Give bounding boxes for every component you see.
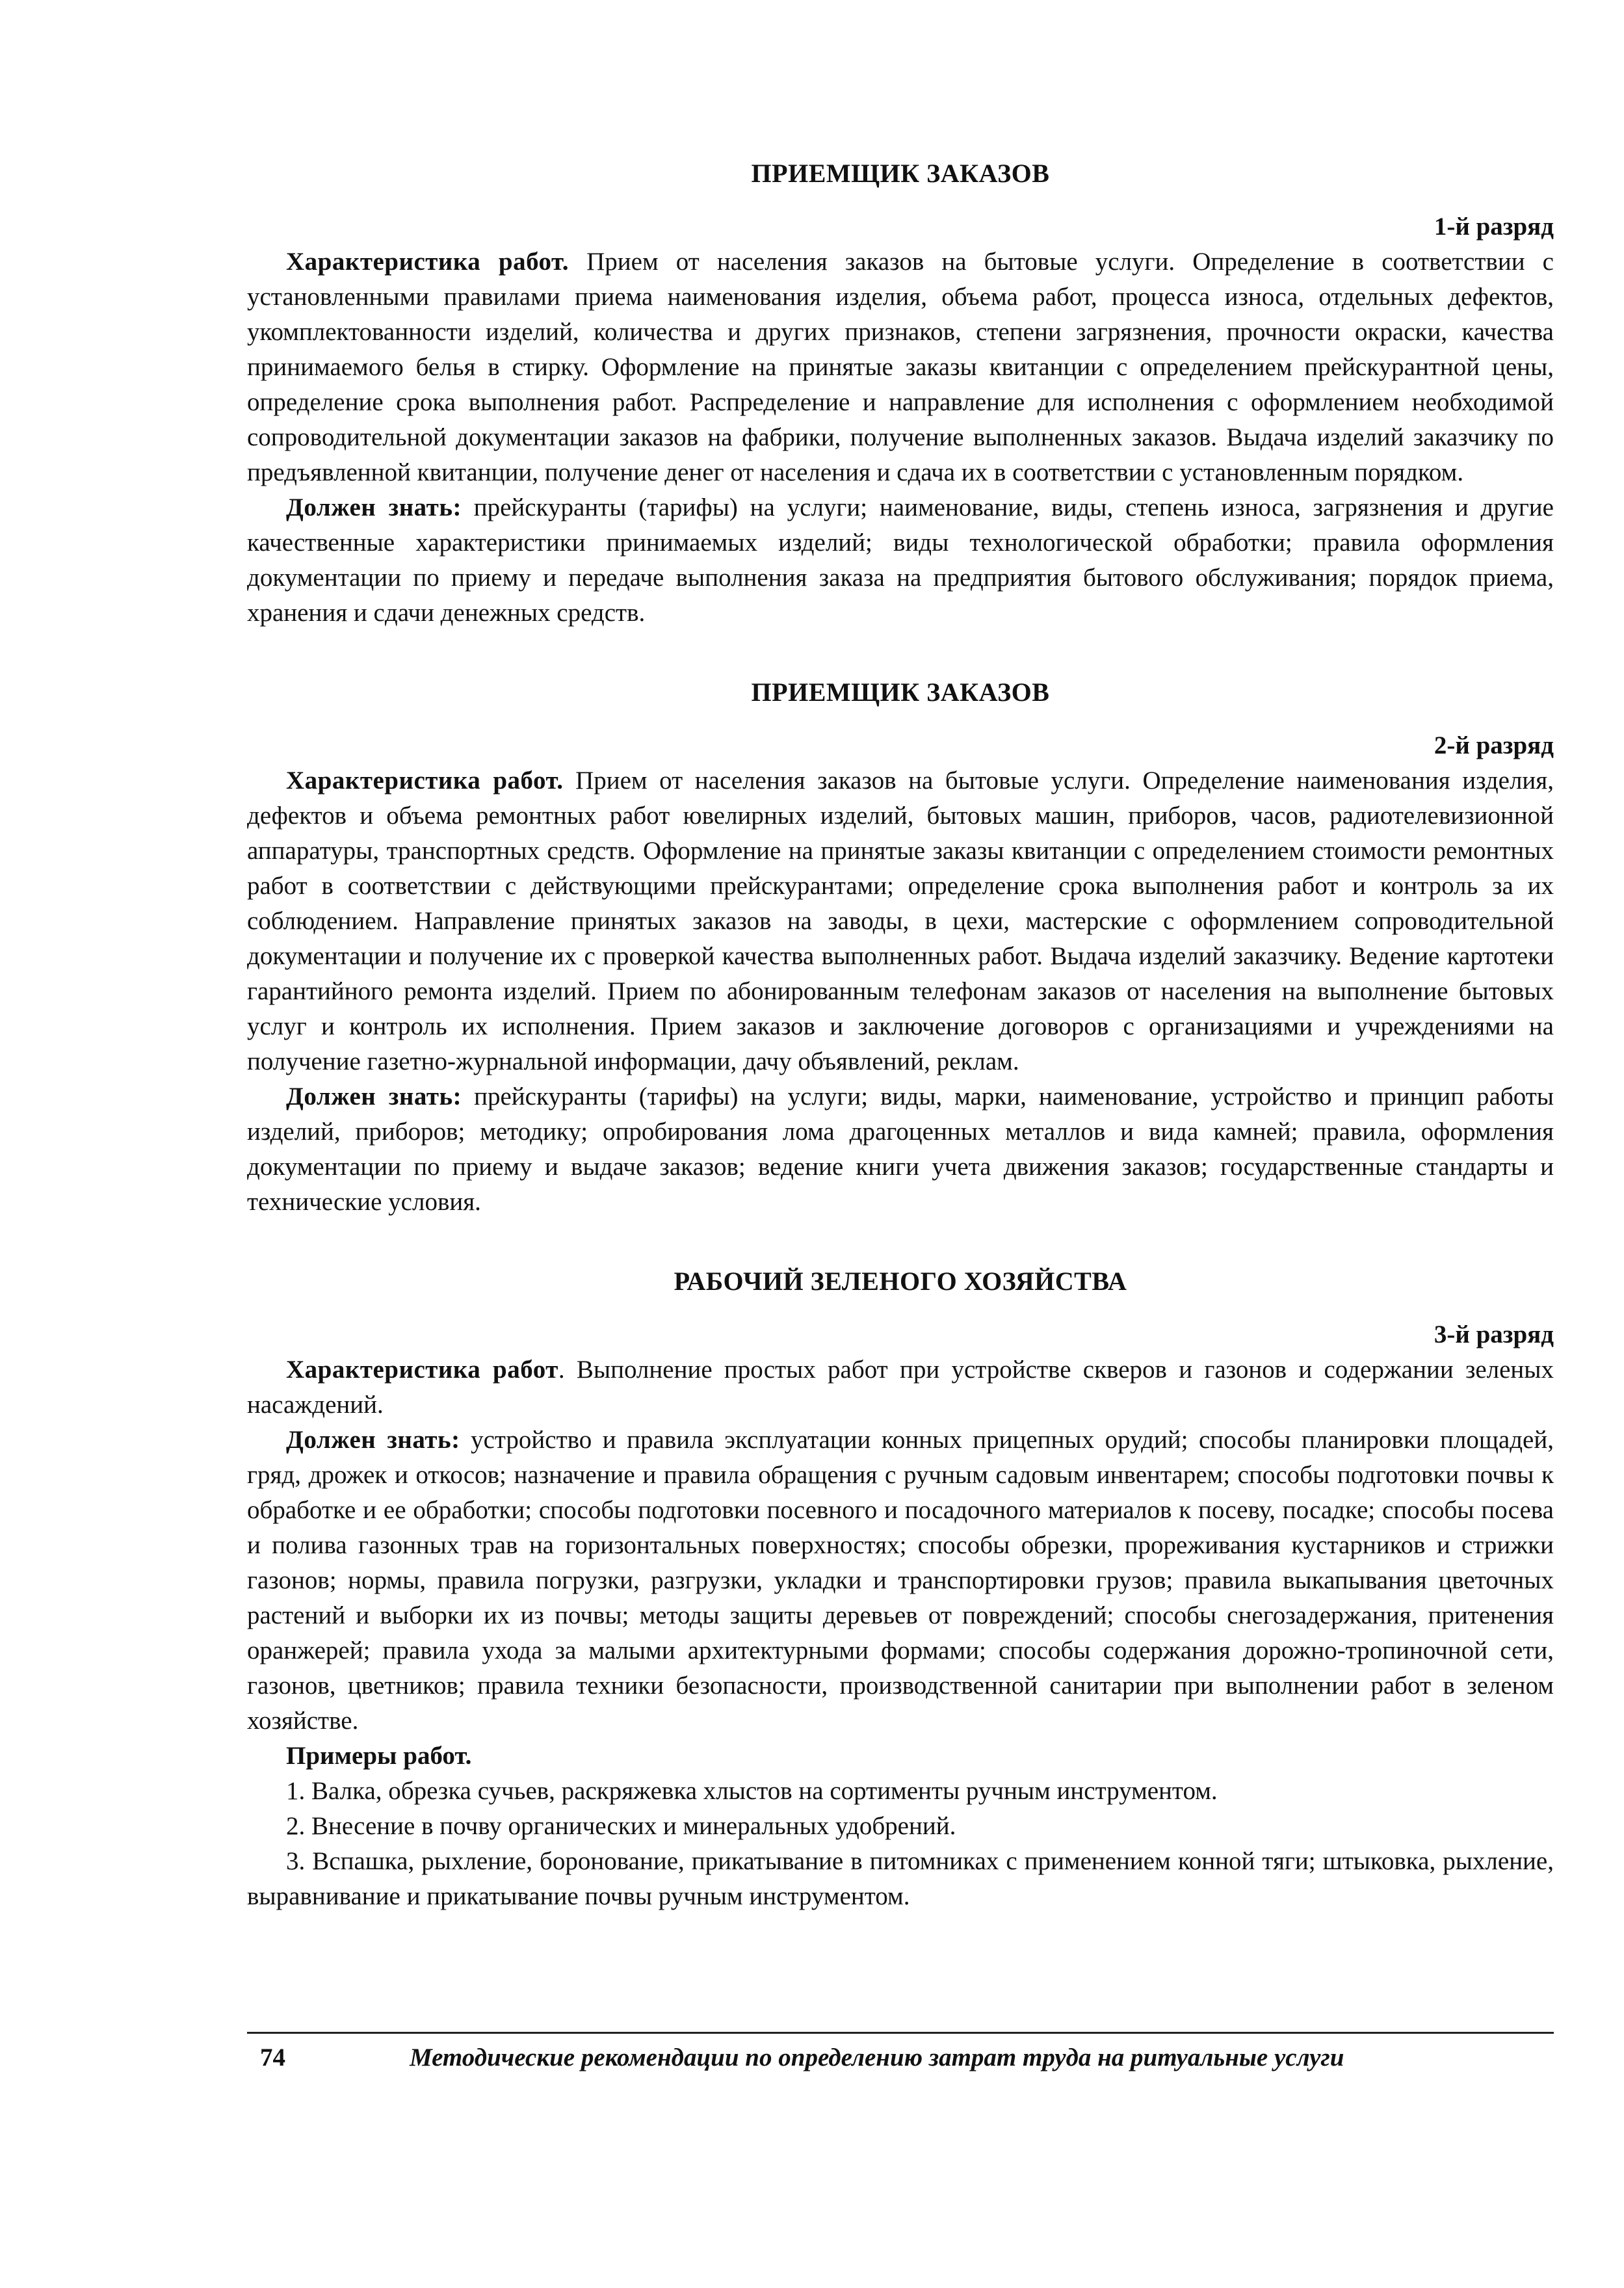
example-item: 3. Вспашка, рыхление, боронование, прикатывание в питомниках с применением конной тяги; штыковка, рыхление, выравнивание и прикатывание почвы ручным инструментом. [247, 1847, 1554, 1910]
must-know [247, 1079, 1554, 1220]
section-title: ПРИЕМЩИК ЗАКАЗОВ [751, 677, 1050, 707]
section-receiver-rank1 [247, 156, 1554, 631]
section-title: РАБОЧИЙ ЗЕЛЕНОГО ХОЗЯЙСТВА [674, 1267, 1127, 1296]
characteristics-label: Характеристика работ [286, 1356, 558, 1384]
characteristics-label: Характеристика работ. [286, 248, 570, 276]
must-know-label: Должен знать: [286, 493, 462, 521]
work-characteristics [247, 244, 1554, 490]
work-characteristics [247, 1352, 1554, 1423]
rank-label: 1-й разряд [1434, 213, 1554, 241]
section-receiver-rank2 [247, 675, 1554, 1220]
must-know-label: Должен знать: [286, 1083, 462, 1111]
example-item: 2. Внесение в почву органических и минеральных удобрений. [286, 1812, 956, 1840]
examples-heading: Примеры работ. [286, 1742, 472, 1770]
section-title: ПРИЕМЩИК ЗАКАЗОВ [751, 159, 1050, 188]
characteristics-text: . Выполнение простых работ при устройстве скверов и газонов и содержании зеленых насаждений. [247, 1356, 1554, 1419]
must-know [247, 490, 1554, 631]
footer-title: Методические рекомендации по определению затрат труда на ритуальные услуги [410, 2044, 1344, 2071]
example-item: 1. Валка, обрезка сучьев, раскряжевка хлыстов на сортименты ручным инструментом. [286, 1777, 1218, 1805]
section-green-worker-rank3 [247, 1264, 1554, 1914]
must-know-text: прейскуранты (тарифы) на услуги; виды, марки, наименование, устройство и принцип работы изделий, приборов; методику; опробирования лома драгоценных металлов и вида камней; правила, оформления документации по приему и выдаче заказов; ведение книги учета движения заказов; государственные стандарты и технические условия. [247, 1083, 1554, 1216]
must-know-text: устройство и правила эксплуатации конных прицепных орудий; способы планировки площадей, гряд, дрожек и откосов; назначение и правила обращения с ручным садовым инвентарем; способы подготовки почвы к обработке и ее обработки; способы подготовки посевного и посадочного материалов к посеву, посадке; способы посева и полива газонных трав на горизонтальных поверхностях; способы обрезки, прореживания кустарников и стрижки газонов; нормы, правила погрузки, разгрузки, укладки и транспортировки грузов; правила выкапывания цветочных растений и выборки их из почвы; методы защиты деревьев от повреждений; способы снегозадержания, притенения оранжерей; правила ухода за малыми архитектурными формами; способы содержания дорожно-тропиночной сети, газонов, цветников; правила техники безопасности, производственной санитарии при выполнении работ в зеленом хозяйстве. [247, 1426, 1554, 1735]
document-page [247, 156, 1554, 1914]
rank-label: 3-й разряд [1434, 1321, 1554, 1348]
must-know [247, 1423, 1554, 1739]
must-know-label: Должен знать: [286, 1426, 460, 1454]
work-characteristics [247, 763, 1554, 1079]
characteristics-text: Прием от населения заказов на бытовые услуги. Определение наименования изделия, дефектов и объема ремонтных работ ювелирных изделий, бытовых машин, приборов, часов, радиотелевизионной аппаратуры, транспортных средств. Оформление на принятые заказы квитанции с определением стоимости ремонтных работ в соответствии с действующими прейскурантами; определение срока выполнения работ и контроль за их соблюдением. Направление принятых заказов на заводы, в цехи, мастерские с оформлением сопроводительной документации и получение их с проверкой качества выполненных работ. Выдача изделий заказчику. Ведение картотеки гарантийного ремонта изделий. Прием по абонированным телефонам заказов от населения на выполнение бытовых услуг и контроль их исполнения. Прием заказов и заключение договоров с организациями и учреждениями на получение газетно-журнальной информации, дачу объявлений, реклам. [247, 767, 1554, 1075]
page-footer [247, 2032, 1554, 2082]
must-know-text: прейскуранты (тарифы) на услуги; наименование, виды, степень износа, загрязнения и другие качественные характеристики принимаемых изделий; виды технологической обработки; правила оформления документации по приему и передаче выполнения заказа на предприятия бытового обслуживания; порядок приема, хранения и сдачи денежных средств. [247, 493, 1554, 627]
characteristics-label: Характеристика работ. [286, 767, 564, 795]
page-number: 74 [260, 2044, 285, 2071]
rank-label: 2-й разряд [1434, 731, 1554, 759]
characteristics-text: Прием от населения заказов на бытовые услуги. Определение в соответствии с установленными правилами приема наименования изделия, объема работ, процесса износа, отдельных дефектов, укомплектованности изделий, количества и других признаков, степени загрязнения, прочности окраски, качества принимаемого белья в стирку. Оформление на принятые заказы квитанции с определением прейскурантной цены, определение срока выполнения работ. Распределение и направление для исполнения с оформлением необходимой сопроводительной документации заказов на фабрики, получение выполненных заказов. Выдача изделий заказчику по предъявленной квитанции, получение денег от населения и сдача их в соответствии с установленным порядком. [247, 248, 1554, 486]
